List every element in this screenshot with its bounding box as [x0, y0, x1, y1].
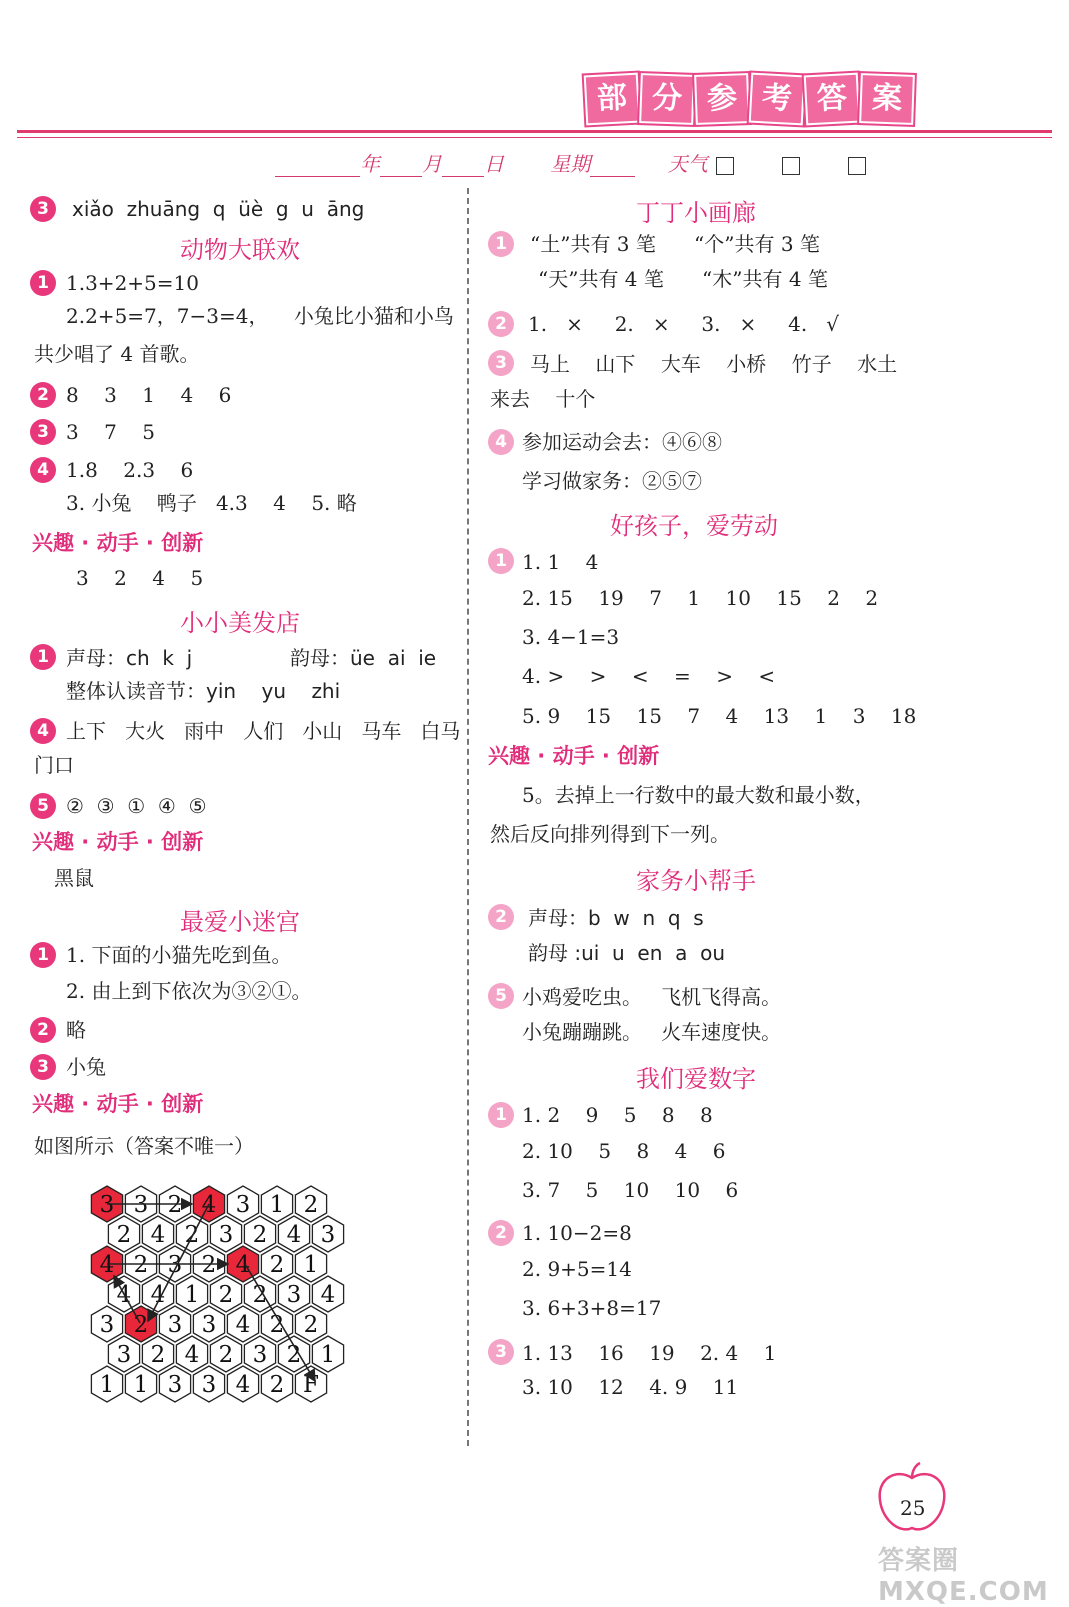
hex-cell-value: 4 — [201, 1192, 217, 1218]
hex-cell-value: 3 — [286, 1282, 302, 1308]
extra-section-label: 兴趣 · 动手 · 创新 — [32, 830, 204, 854]
answer-line: 3. 6+3+8=17 — [522, 1296, 662, 1320]
question-number: 1 — [488, 231, 514, 257]
question-number: 4 — [30, 457, 56, 483]
hex-cell-value: 4 — [184, 1342, 200, 1368]
answer-line: 2. 10 5 8 4 6 — [522, 1139, 726, 1163]
hex-cell-value: 2 — [218, 1342, 234, 1368]
section-title-housework: 好孩子，爱劳动 — [610, 512, 778, 540]
answer-line: ② ③ ① ④ ⑤ — [66, 794, 207, 818]
page-number: 25 — [900, 1496, 926, 1520]
hex-cell-value: 3 — [201, 1312, 217, 1338]
hex-cell-value: 3 — [167, 1372, 183, 1398]
hex-cell-value: 2 — [269, 1312, 285, 1338]
answer-line: 3. 7 5 10 10 6 — [522, 1178, 739, 1202]
answer-line: 小鸡爱吃虫。 飞机飞得高。 — [522, 985, 782, 1009]
question-number: 3 — [30, 196, 56, 222]
answer-line: 4. > > < = > < — [522, 664, 776, 688]
date-month-label: 月 — [422, 152, 442, 176]
date-day-label: 日 — [484, 152, 504, 176]
hex-cell-value: 3 — [167, 1252, 183, 1278]
answer-line: 1. 2 9 5 8 8 — [522, 1103, 713, 1127]
question-number: 3 — [488, 350, 514, 376]
answer-line: 1. 10−2=8 — [522, 1221, 632, 1245]
hex-cell-value: 1 — [184, 1282, 200, 1308]
weather-box-2 — [782, 157, 800, 175]
hex-cell-value: 3 — [235, 1192, 251, 1218]
question-number: 1 — [488, 1102, 514, 1128]
weather-box-1 — [716, 157, 734, 175]
hex-cell-value: 1 — [269, 1192, 285, 1218]
hex-cell-value: 2 — [286, 1342, 302, 1368]
hex-cell-value: 2 — [303, 1192, 319, 1218]
hex-cell-value: 2 — [252, 1282, 268, 1308]
question-number: 5 — [488, 983, 514, 1009]
header-char-2: 分 — [639, 73, 695, 125]
answer-line: “天”共有 4 笔 “木”共有 4 笔 — [538, 267, 828, 291]
question-number: 2 — [30, 382, 56, 408]
question-number: 1 — [30, 270, 56, 296]
hex-cell-value: 3 — [167, 1312, 183, 1338]
answer-line: 略 — [66, 1018, 86, 1042]
section-title-gallery: 丁丁小画廊 — [636, 199, 756, 227]
hex-cell-value: 2 — [167, 1192, 183, 1218]
answer-line: 来去 十个 — [490, 387, 596, 411]
answer-line: 1.8 2.3 6 — [66, 458, 194, 482]
answer-line: 8 3 1 4 6 — [66, 383, 232, 407]
answer-line: 1.3+2+5=10 — [66, 271, 199, 295]
header-char-1: 部 — [584, 73, 641, 126]
answer-line: 2. 9+5=14 — [522, 1257, 632, 1281]
question-number: 4 — [488, 429, 514, 455]
answer-line: 小兔蹦蹦跳。 火车速度快。 — [522, 1020, 782, 1044]
section-title-animals: 动物大联欢 — [180, 236, 300, 264]
hex-cell-value: 3 — [133, 1192, 149, 1218]
section-title-maze: 最爱小迷宫 — [180, 908, 300, 936]
header-rule-thin — [17, 137, 1052, 138]
hex-cell-value: 2 — [218, 1282, 234, 1308]
hex-cell-value: 3 — [252, 1342, 268, 1368]
answer-line: 上下 大火 雨中 人们 小山 马车 白马 — [66, 719, 461, 743]
hex-cell-value: 3 — [201, 1372, 217, 1398]
answer-line: 3 7 5 — [66, 420, 156, 444]
header-char-4: 考 — [749, 73, 806, 126]
section-title-helper: 家务小帮手 — [636, 867, 756, 895]
hex-cell-value: 1 — [303, 1252, 319, 1278]
question-number: 3 — [30, 1054, 56, 1080]
answer-line: 3. 10 12 4. 9 11 — [522, 1375, 739, 1399]
answer-line: 韵母：üe ai ie — [290, 646, 437, 670]
answer-line: 如图所示（答案不唯一） — [34, 1134, 254, 1158]
hex-cell-value: 3 — [116, 1342, 132, 1368]
header-rule — [17, 130, 1052, 133]
answer-line: 参加运动会去：④⑥⑧ — [522, 430, 722, 454]
answer-line: 学习做家务：②⑤⑦ — [522, 469, 702, 493]
answer-line: 5. 9 15 15 7 4 13 1 3 18 — [522, 704, 917, 728]
hex-cell-value: 3 — [320, 1222, 336, 1248]
watermark: 答案圈 MXQE.COM — [878, 1546, 1049, 1607]
pinyin-answer: xiǎo zhuāng q üè g u āng — [72, 197, 365, 221]
answer-line: 小兔 — [66, 1055, 106, 1079]
hex-cell-value: 1 — [133, 1372, 149, 1398]
date-line — [275, 148, 868, 177]
question-number: 4 — [30, 718, 56, 744]
section-title-barber: 小小美发店 — [180, 609, 300, 637]
header-char-6: 案 — [859, 73, 915, 125]
hex-cell-value: 2 — [184, 1222, 200, 1248]
answer-line: 3. 小兔 鸭子 4.3 4 5. 略 — [66, 491, 357, 515]
answer-line: 声母：ch k j — [66, 646, 193, 670]
answer-line: 2. 15 19 7 1 10 15 2 2 — [522, 586, 879, 610]
hex-cell-value: 4 — [150, 1282, 166, 1308]
hex-cell-value: 4 — [286, 1222, 302, 1248]
answer-line: 1. × 2. × 3. × 4. √ — [528, 312, 839, 336]
date-year-label: 年 — [360, 152, 380, 176]
hex-cell-value: 2 — [269, 1252, 285, 1278]
hex-cell-value: 2 — [269, 1372, 285, 1398]
hex-maze — [80, 1176, 380, 1416]
hex-cell-value: 4 — [116, 1282, 132, 1308]
question-number: 2 — [488, 311, 514, 337]
answer-line: 3 2 4 5 — [76, 566, 204, 590]
hex-cell-value: 4 — [99, 1252, 115, 1278]
answer-line: 5。去掉上一行数中的最大数和最小数， — [522, 783, 875, 807]
answer-line: 1. 下面的小猫先吃到鱼。 — [66, 943, 292, 967]
answer-line: 2.2+5=7，7−3=4， 小兔比小猫和小鸟 — [66, 304, 454, 328]
question-number: 1 — [30, 644, 56, 670]
question-number: 3 — [488, 1339, 514, 1365]
hex-cell-value: 4 — [320, 1282, 336, 1308]
hex-cell-value: 2 — [252, 1222, 268, 1248]
answer-line: 3. 4−1=3 — [522, 625, 620, 649]
header-char-3: 参 — [694, 73, 750, 125]
question-number: 1 — [488, 548, 514, 574]
hex-cell-value: 2 — [201, 1252, 217, 1278]
answer-line: 声母：b w n q s — [528, 906, 704, 930]
hex-cell-value: 3 — [218, 1222, 234, 1248]
question-number: 2 — [30, 1017, 56, 1043]
hex-cell-value: 4 — [235, 1372, 251, 1398]
answer-line: 2. 由上到下依次为③②①。 — [66, 979, 312, 1003]
answer-line: 共少唱了 4 首歌。 — [34, 342, 200, 366]
question-number: 5 — [30, 793, 56, 819]
extra-section-label: 兴趣 · 动手 · 创新 — [32, 531, 204, 555]
hex-cell-value: 4 — [235, 1252, 251, 1278]
weather-box-3 — [848, 157, 866, 175]
hex-cell-value: 2 — [303, 1312, 319, 1338]
hex-cell-value: 2 — [133, 1312, 149, 1338]
answer-line: 1. 1 4 — [522, 550, 599, 574]
question-number: 2 — [488, 1220, 514, 1246]
answer-line: 1. 13 16 19 2. 4 1 — [522, 1341, 777, 1365]
answer-line: 黑鼠 — [54, 866, 94, 890]
question-number: 1 — [30, 942, 56, 968]
hex-cell-value: 2 — [150, 1342, 166, 1368]
answer-line: “土”共有 3 笔 “个”共有 3 笔 — [530, 232, 820, 256]
answer-line: 韵母 :ui u en a ou — [528, 941, 726, 965]
column-divider — [467, 188, 469, 1446]
question-number: 2 — [488, 904, 514, 930]
hex-cell-value: 4 — [150, 1222, 166, 1248]
answer-line: 马上 山下 大车 小桥 竹子 水土 — [530, 352, 898, 376]
hex-cell-value: 4 — [235, 1312, 251, 1338]
hex-cell-value: 3 — [99, 1192, 115, 1218]
extra-section-label: 兴趣 · 动手 · 创新 — [488, 744, 660, 768]
hex-cell-value: 2 — [133, 1252, 149, 1278]
answer-line: 门口 — [34, 753, 74, 777]
hex-cell-value: 1 — [320, 1342, 336, 1368]
hex-cell-value: 2 — [116, 1222, 132, 1248]
hex-cell-value: F — [303, 1372, 319, 1398]
question-number: 3 — [30, 419, 56, 445]
date-week-label: 星期 — [550, 152, 591, 176]
hex-cell-value: 3 — [99, 1312, 115, 1338]
answer-line: 然后反向排列得到下一列。 — [490, 822, 730, 846]
hex-cell-value: 1 — [99, 1372, 115, 1398]
extra-section-label: 兴趣 · 动手 · 创新 — [32, 1092, 204, 1116]
date-weather-label: 天气 — [667, 152, 708, 176]
header-char-5: 答 — [804, 73, 861, 126]
section-title-numbers: 我们爱数字 — [636, 1065, 756, 1093]
answer-line: 整体认读音节：yin yu zhi — [66, 679, 341, 703]
